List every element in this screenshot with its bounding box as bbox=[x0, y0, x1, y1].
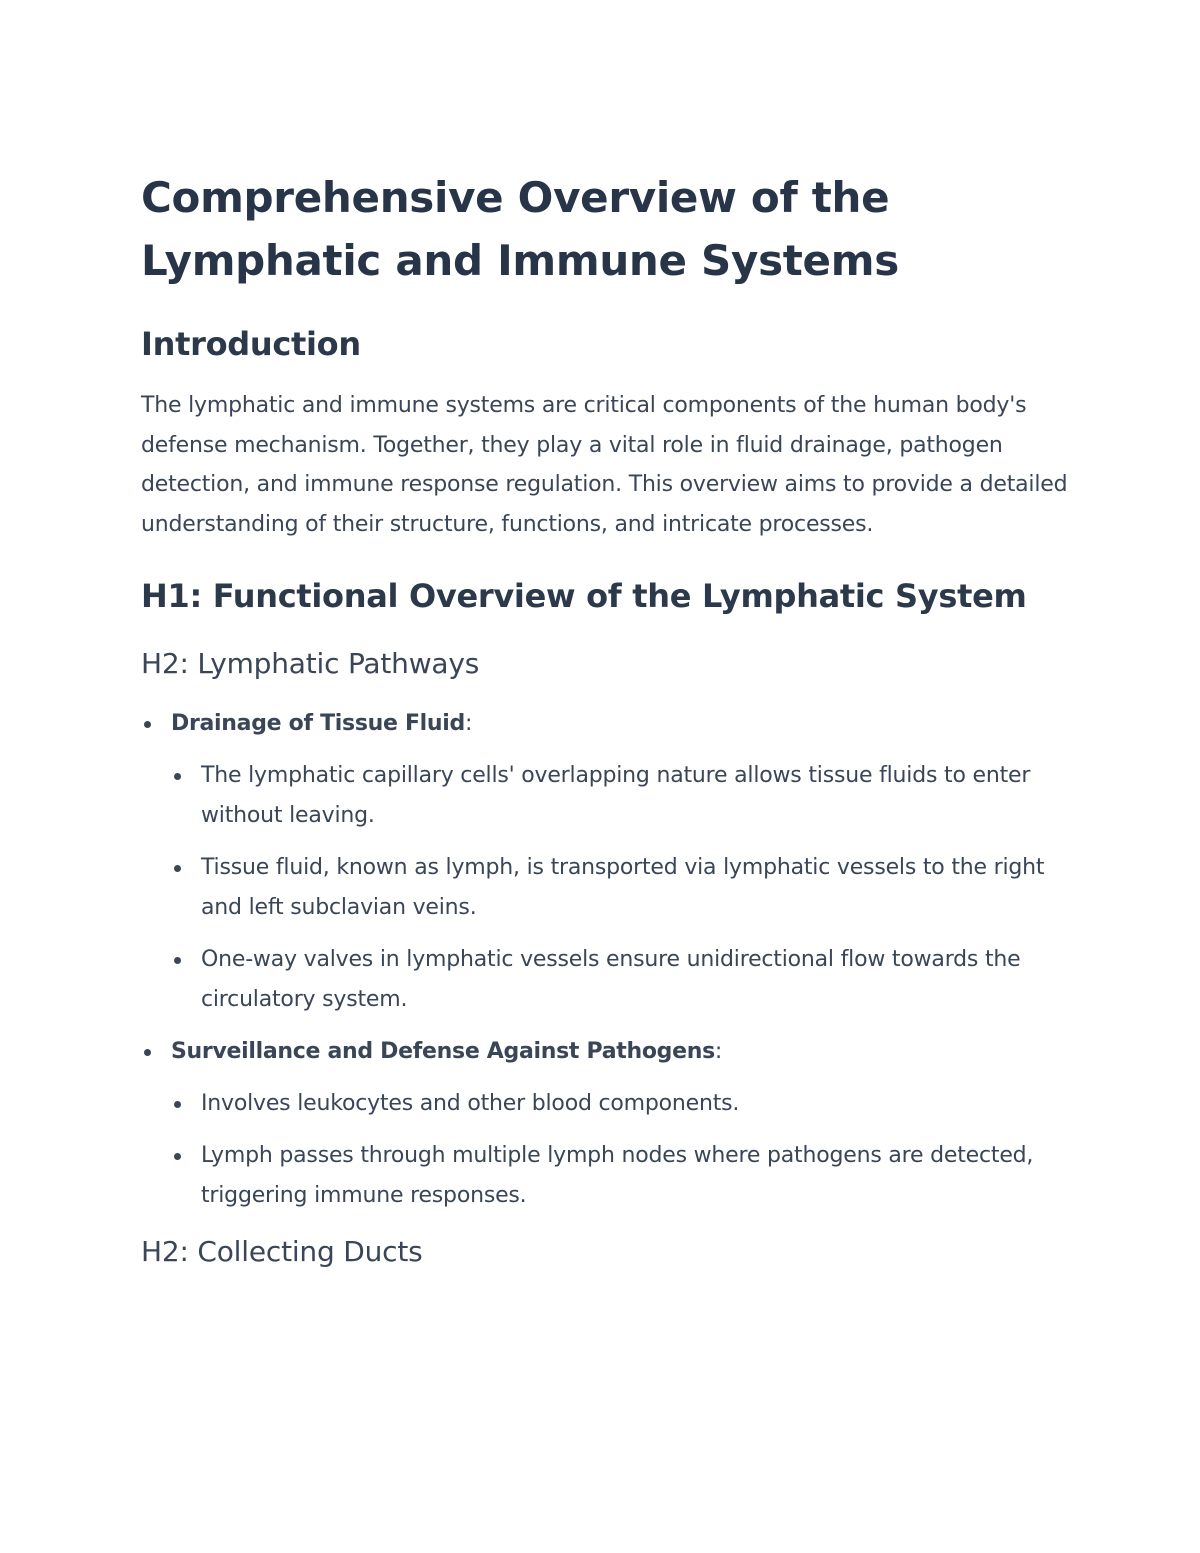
sub-list-item bbox=[171, 1136, 1071, 1216]
sub-list-item-text: The lymphatic capillary cells' overlapping nature allows tissue fluids to enter without leaving. bbox=[201, 763, 1031, 828]
list-item bbox=[141, 704, 1071, 1020]
list-item-label: Surveillance and Defense Against Pathogens bbox=[171, 1039, 715, 1064]
sub-list-item-text: Tissue fluid, known as lymph, is transported via lymphatic vessels to the right and left subclavian veins. bbox=[201, 855, 1045, 920]
bullet-icon bbox=[174, 1101, 181, 1108]
list-item-suffix: : bbox=[714, 1039, 723, 1064]
list-item-suffix: : bbox=[464, 711, 473, 736]
sub-list bbox=[171, 756, 1071, 1020]
sub-list-item-text: Involves leukocytes and other blood components. bbox=[201, 1091, 740, 1116]
list-item bbox=[141, 1032, 1071, 1216]
sub-list-item-text: Lymph passes through multiple lymph nodes where pathogens are detected, triggering immune responses. bbox=[201, 1143, 1034, 1208]
sub-list-item bbox=[171, 756, 1071, 836]
sub-list-item bbox=[171, 940, 1071, 1020]
sub-list-item-text: One-way valves in lymphatic vessels ensure unidirectional flow towards the circulatory system. bbox=[201, 947, 1021, 1012]
bullet-icon bbox=[174, 957, 181, 964]
document-title: Comprehensive Overview of the Lymphatic and Immune Systems bbox=[141, 173, 899, 285]
sub-list-item bbox=[171, 848, 1071, 928]
bullet-icon bbox=[174, 865, 181, 872]
bullet-icon bbox=[174, 773, 181, 780]
document-page bbox=[141, 166, 1071, 1272]
bullet-icon bbox=[144, 1049, 151, 1056]
introduction-paragraph: The lymphatic and immune systems are critical components of the human body's defense mechanism. Together, they play a vital role in fluid drainage, pathogen detection, and immune response regulation. This overview aims to provide a detailed understanding of their structure, functions, and intricate processes. bbox=[141, 393, 1068, 537]
collecting-ducts-heading: H2: Collecting Ducts bbox=[141, 1235, 423, 1268]
functional-overview-heading: H1: Functional Overview of the Lymphatic System bbox=[141, 577, 1027, 615]
bullet-icon bbox=[174, 1153, 181, 1160]
pathways-list bbox=[141, 704, 1071, 1216]
sub-list-item bbox=[171, 1084, 1071, 1124]
bullet-icon bbox=[144, 721, 151, 728]
lymphatic-pathways-heading: H2: Lymphatic Pathways bbox=[141, 647, 480, 680]
list-item-label: Drainage of Tissue Fluid bbox=[171, 711, 465, 736]
introduction-heading: Introduction bbox=[141, 325, 361, 363]
sub-list bbox=[171, 1084, 1071, 1216]
